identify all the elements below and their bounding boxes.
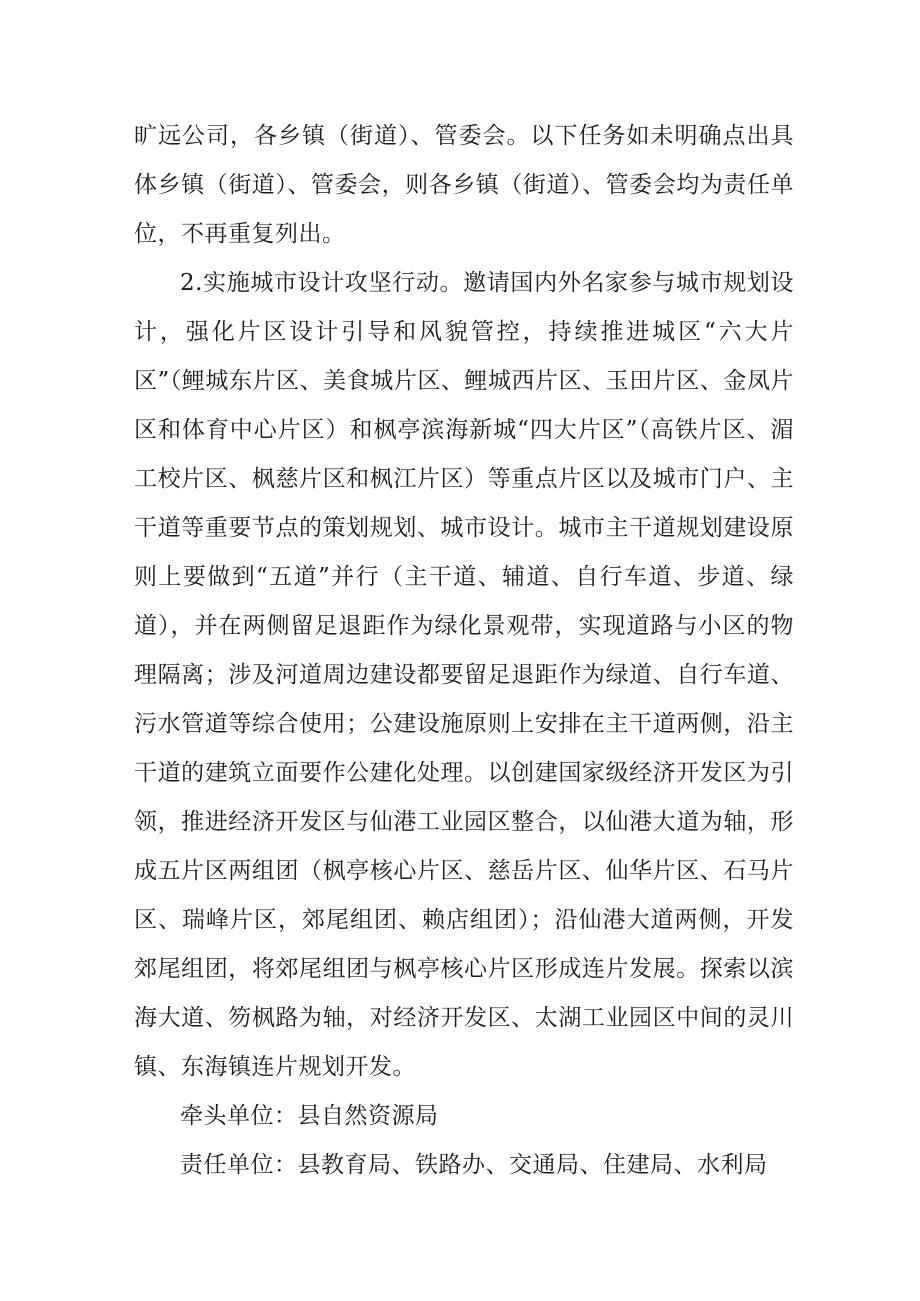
paragraph-continuation: 旷远公司，各乡镇（街道）、管委会。以下任务如未明确点出具体乡镇（街道）、管委会，则各乡镇（街道）、管委会均为责任单位，不再重复列出。 (134, 123, 794, 247)
paragraph-item-2: 2.实施城市设计攻坚行动。邀请国内外名家参与城市规划设计，强化片区设计引导和风貌管控，持续推进城区“六大片区”（鲤城东片区、美食城片区、鲤城西片区、玉田片区、金凤片区和体育中心片区）和枫亭滨海新城“四大片区”（高铁片区、湄工校片区、枫慈片区和枫江片区）等重点片区以及城市门户、主干道等重要节点的策划规划、城市设计。城市主干道规划建设原则上要做到“五道”并行（主干道、辅道、自行车道、步道、绿道），并在两侧留足退距作为绿化景观带，实现道路与小区的物理隔离；涉及河道周边建设都要留足退距作为绿道、自行车道、污水管道等综合使用；公建设施原则上安排在主干道两侧，沿主干道的建筑立面要作公建化处理。以创建国家级经济开发区为引领，推进经济开发区与仙港工业园区整合，以仙港大道为轴，形成五片区两组团（枫亭核心片区、慈岳片区、仙华片区、石马片区、瑞峰片区，郊尾组团、赖店组团）；沿仙港大道两侧，开发郊尾组团，将郊尾组团与枫亭核心片区形成连片发展。探索以滨海大道、笏枫路为轴，对经济开发区、太湖工业园区中间的灵川镇、东海镇连片规划开发。 (134, 270, 794, 1080)
document-body (134, 112, 794, 1190)
lead-unit-line: 牵头单位：县自然资源局 (180, 1103, 439, 1129)
responsible-units-line: 责任单位：县教育局、铁路办、交通局、住建局、水利局 (180, 1152, 768, 1178)
